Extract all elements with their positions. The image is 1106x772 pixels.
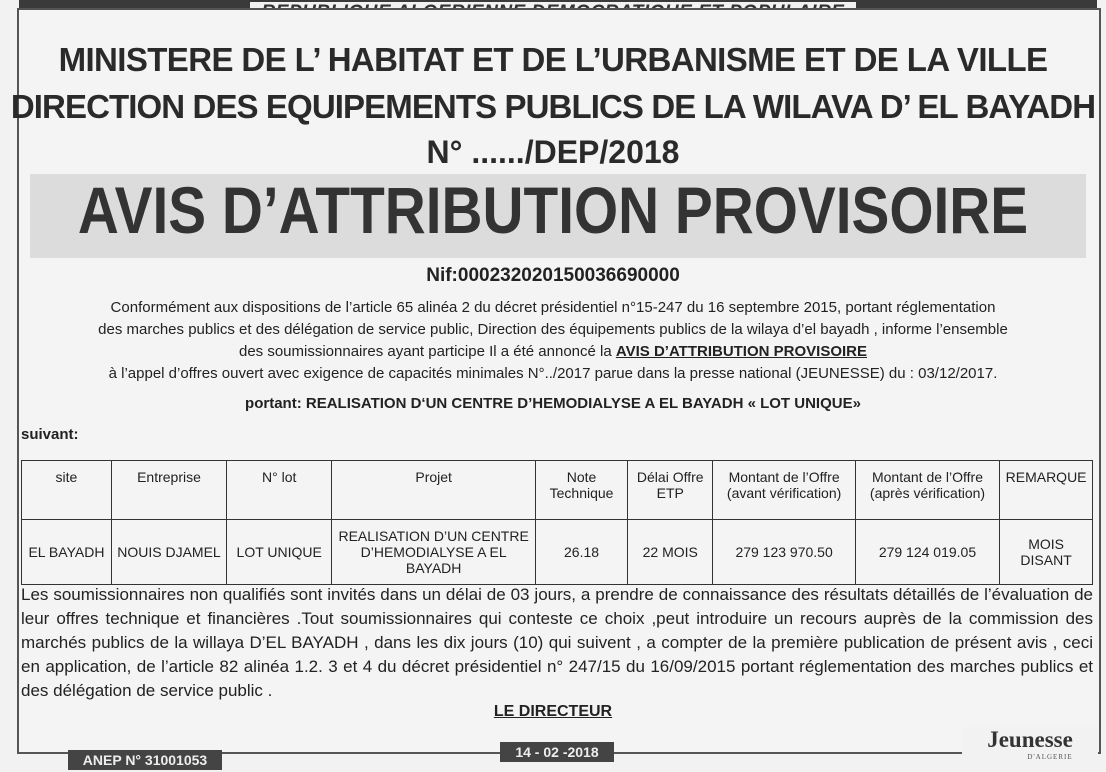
body-line-3 [24,341,1082,363]
body-line-2: des marches publics et des délégation de service public, Direction des équipements publics de la wilaya d’el bayadh , informe l’ensemble [98,321,1008,338]
notice-title: AVIS D’ATTRIBUTION PROVISOIRE [77,173,1029,247]
cell-entreprise: NOUIS DJAMEL [111,520,226,585]
anep-badge: ANEP N° 31001053 [68,750,222,770]
body-line-3-emphasis: AVIS D’ATTRIBUTION PROVISOIRE [615,343,868,360]
ministry-heading: MINISTERE DE L’ HABITAT ET DE L’URBANISME ET DE LA VILLE [58,41,1048,78]
cell-delai: 22 MOIS [628,520,713,585]
col-header-montant-avant: Montant de l’Offre (avant vérification) [713,461,855,520]
cell-montant-avant: 279 123 970.50 [713,520,855,585]
cell-remarque: MOIS DISANT [1000,520,1093,585]
logo-title: Jeunesse [987,727,1073,752]
col-header-remarque: REMARQUE [1000,461,1093,520]
body-paragraph [24,297,1082,385]
table-header-row [22,461,1093,520]
results-table [21,460,1093,585]
col-header-projet: Projet [332,461,536,520]
direction-heading: DIRECTION DES EQUIPEMENTS PUBLICS DE LA WILAVA D’ EL BAYADH [10,88,1096,125]
footer-paragraph: Les soumissionnaires non qualifiés sont invités dans un délai de 03 jours, a prendre de connaissance des résultats détaillés de l’évaluation de leur offres technique et financières .Tout soumissionnaires qui conteste ce choix ,peut introduire un recours auprès de la commission des marchés publics de la willaya D’EL BAYADH , dans les dix jours (10) qui suivent , a compter de la première publication de présent avis , ceci en application, de l’article 82 alinéa 1.2. 3 et 4 du décret présidentiel n° 247/15 du 16/09/2015 portant réglementation des marches publics et des délégation de service public . [21,585,1093,700]
newspaper-logo [962,727,1098,767]
col-header-delai: Délai Offre ETP [628,461,713,520]
publication-date: 14 - 02 -2018 [500,742,614,762]
body-line-3-text: des soumissionnaires ayant participe Il a été annoncé la [238,343,616,360]
nif-number: Nif:000232020150036690000 [426,265,680,286]
notice-number: N° ....../DEP/2018 [426,134,680,170]
col-header-montant-apres: Montant de l’Offre (après vérification) [855,461,999,520]
project-subject: portant: REALISATION D‘UN CENTRE D’HEMODIALYSE A EL BAYADH « LOT UNIQUE» [245,395,861,412]
cell-lot: LOT UNIQUE [227,520,332,585]
cell-note: 26.18 [535,520,627,585]
signature: LE DIRECTEUR [493,703,613,720]
table-row [22,520,1093,585]
cell-projet: REALISATION D’UN CENTRE D’HEMODIALYSE A EL BAYADH [332,520,536,585]
body-line-1: Conformément aux dispositions de l’article 65 alinéa 2 du décret présidentiel n°15-247 du 16 septembre 2015, portant réglementation [110,299,996,316]
col-header-note: Note Technique [535,461,627,520]
logo-subtitle: D'ALGERIE [1027,753,1073,761]
body-line-4: à l’appel d’offres ouvert avec exigence de capacités minimales N°../2017 parue dans la presse national (JEUNESSE) du : 03/12/2017. [108,365,998,382]
col-header-entreprise: Entreprise [111,461,226,520]
cell-site: EL BAYADH [22,520,112,585]
cell-montant-apres: 279 124 019.05 [855,520,999,585]
col-header-lot: N° lot [227,461,332,520]
col-header-site: site [22,461,112,520]
suivant-label: suivant: [21,426,79,443]
